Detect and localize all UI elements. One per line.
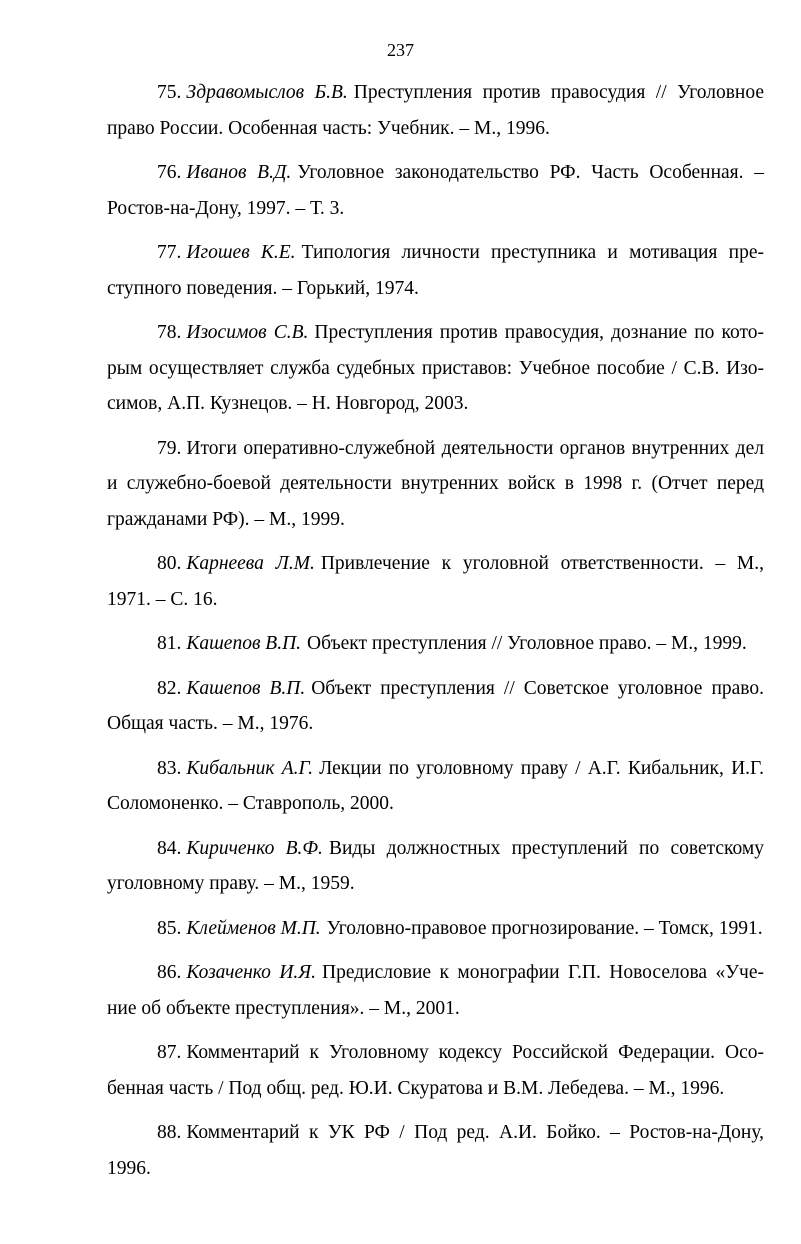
entry-author: Карнеева Л.М. [186,553,315,574]
entry-author: Кибальник А.Г. [186,757,314,779]
entry-number: 81. [157,633,182,654]
bibliography-entry [107,1115,764,1186]
entry-text: Виды должностных преступлений по советскому уголовному праву. – М., 1959. [107,837,764,894]
bibliography-entry [107,626,764,662]
entry-number: 75. [157,82,182,103]
entry-author: Кириченко В.Ф. [186,837,323,859]
entry-number: 78. [157,322,182,343]
bibliography-entry [107,671,764,742]
entry-number: 87. [157,1042,182,1063]
bibliography-entry [107,751,764,822]
entry-author: Кашепов В.П. [186,677,306,699]
entry-text: Преступления против правосудия, дознание по которым осуществляет служба судебных приставов: Учебное пособие / С.В. Изосимов, А.П. Кузнецов. – Н. Новгород, 2003. [107,322,765,414]
entry-text: Комментарий к УК РФ / Под ред. А.И. Бойко. – Ростов-на-Дону, 1996. [107,1122,764,1179]
bibliography-entry [107,955,764,1026]
bibliography-entry [107,235,764,306]
entry-number: 83. [157,757,182,779]
bibliography-entry [107,546,764,617]
entry-number: 84. [157,837,182,859]
bibliography-list [107,75,764,1195]
entry-text: Объект преступления // Советское уголовное право. Общая часть. – М., 1976. [107,677,764,734]
entry-author: Игошев К.Е. [186,242,296,263]
bibliography-entry [107,431,764,538]
entry-number: 88. [157,1122,182,1143]
bibliography-entry [107,315,764,422]
entry-text: Лекции по уголовному праву / А.Г. Кибальник, И.Г. Соломоненко. – Ставрополь, 2000. [107,757,764,814]
entry-text: Уголовное законодательство РФ. Часть Особенная. – Ростов-на-Дону, 1997. – Т. 3. [107,162,764,219]
bibliography-entry [107,1035,764,1106]
entry-number: 80. [157,553,182,574]
bibliography-entry [107,75,764,146]
entry-text: Предисловие к монографии Г.П. Новоселова «Учение об объекте преступления». – М., 2001. [107,962,764,1019]
entry-number: 85. [157,917,182,939]
entry-author: Клейменов М.П. [186,917,321,939]
entry-author: Иванов В.Д. [186,162,292,183]
entry-text: Объект преступления // Уголовное право. – М., 1999. [307,633,747,654]
entry-text: Итоги оперативно-служебной деятельности органов внутренних дел и служебно-боевой деятельности внутренних войск в 1998 г. (Отчет перед гражданами РФ). – М., 1999. [107,437,764,530]
entry-text: Уголовно-правовое прогнозирование. – Томск, 1991. [326,917,763,939]
entry-author: Кашепов В.П. [186,633,302,654]
entry-text: Типология личности преступника и мотивация преступного поведения. – Горький, 1974. [107,242,764,299]
entry-text: Комментарий к Уголовному кодексу Российской Федерации. Особенная часть / Под общ. ред. Ю.И. Скуратова и В.М. Лебедева. – М., 1996. [107,1042,764,1099]
entry-number: 76. [157,162,182,183]
entry-text: Преступления против правосудия // Уголовное право России. Особенная часть: Учебник. – М., 1996. [107,82,764,139]
bibliography-entry [107,911,764,947]
entry-author: Здравомыслов Б.В. [186,82,348,103]
entry-number: 82. [157,677,182,699]
entry-text: Привлечение к уголовной ответственности. – М., 1971. – С. 16. [107,553,764,610]
entry-author: Козаченко И.Я. [186,962,317,983]
entry-author: Изосимов С.В. [186,322,309,343]
entry-number: 86. [157,962,182,983]
bibliography-entry [107,155,764,226]
page-number: 237 [387,40,414,60]
entry-number: 79. [157,437,182,459]
bibliography-entry [107,831,764,902]
entry-number: 77. [157,242,182,263]
